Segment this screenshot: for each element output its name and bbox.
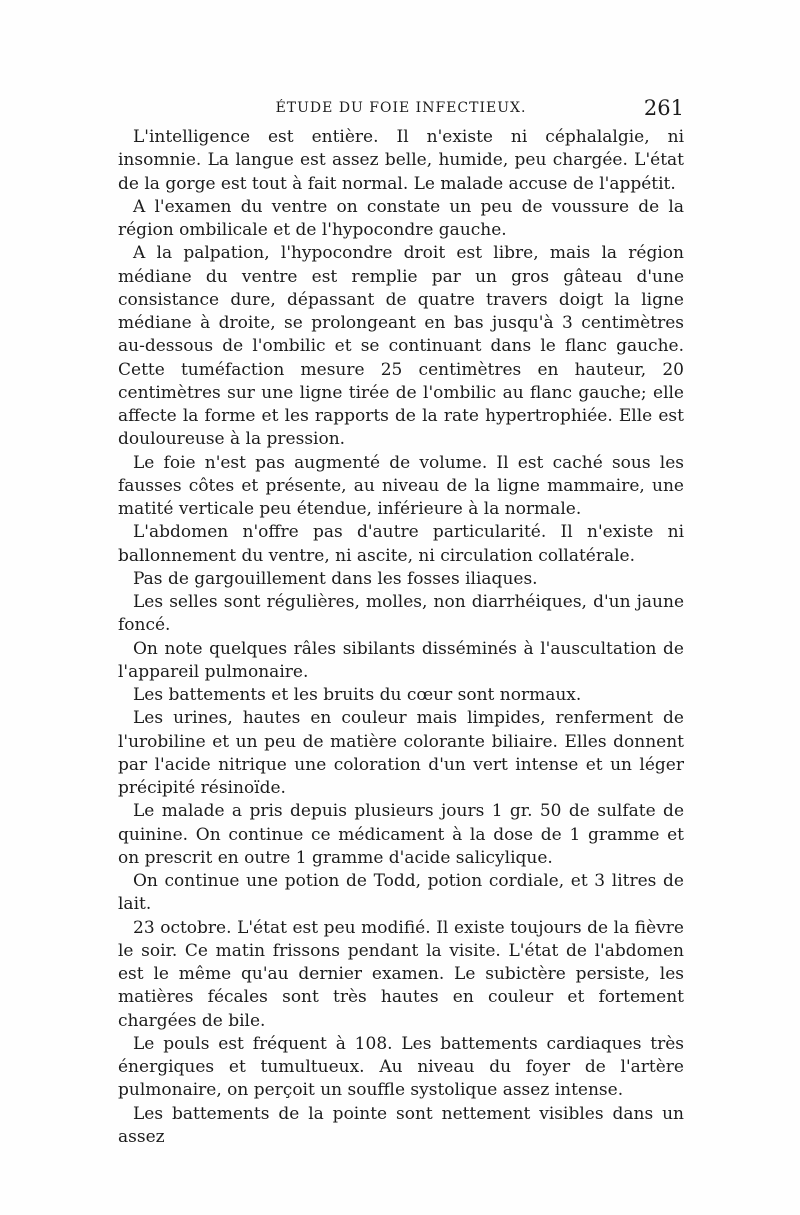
paragraph-pointe: Les battements de la pointe sont nettement visibles dans un assez <box>118 1103 684 1147</box>
paragraph-urines: Les urines, hautes en couleur mais limpides, renferment de l'urobiline et un peu de matière colorante biliaire. Elles donnent par l'acide nitrique une coloration d'un vert intense et un léger précipité résinoïde. <box>118 708 684 798</box>
paragraph-pouls: Le pouls est fréquent à 108. Les battements cardiaques très énergiques et tumultueux. Au niveau du foyer de l'artère pulmonaire, on perçoit un souffle systolique assez intense. <box>118 1033 684 1101</box>
running-title: ÉTUDE DU FOIE INFECTIEUX. <box>275 100 527 116</box>
paragraph-gargouillement: Pas de gargouillement dans les fosses iliaques. <box>133 568 538 589</box>
paragraph-palpation: A la palpation, l'hypocondre droit est libre, mais la région médiane du ventre est remplie par un gros gâteau d'une consistance dure, dépassant de quatre travers doigt la ligne médiane à droite, se prolongeant en bas jusqu'à 3 centimètres au-dessous de l'ombilic et se continuant dans le flanc gauche. Cette tuméfaction mesure 25 centimètres en hauteur, 20 centimètres sur une ligne tirée de l'ombilic au flanc gauche; elle affecte la forme et les rapports de la rate hypertrophiée. Elle est douloureuse à la pression. <box>118 243 684 450</box>
page-number: 261 <box>643 96 684 120</box>
paragraph-23-octobre: 23 octobre. L'état est peu modifié. Il existe toujours de la fièvre le soir. Ce matin frissons pendant la visite. L'état de l'abdomen est le même qu'au dernier examen. Le subictère persiste, les matières fécales sont très hautes en couleur et fortement chargées de bile. <box>118 917 684 1031</box>
paragraph-rales: On note quelques râles sibilants disséminés à l'auscultation de l'appareil pulmonaire. <box>118 638 684 682</box>
paragraph-quinine: Le malade a pris depuis plusieurs jours 1 gr. 50 de sulfate de quinine. On continue ce médicament à la dose de 1 gramme et on prescrit en outre 1 gramme d'acide salicylique. <box>118 801 684 868</box>
paragraph-examen-ventre: A l'examen du ventre on constate un peu de voussure de la région ombilicale et de l'hypocondre gauche. <box>118 196 684 240</box>
paragraph-selles: Les selles sont régulières, molles, non diarrhéiques, d'un jaune foncé. <box>118 592 684 636</box>
paragraph-abdomen: L'abdomen n'offre pas d'autre particularité. Il n'existe ni ballonnement du ventre, ni ascite, ni circulation collatérale. <box>118 522 684 566</box>
running-head <box>118 96 684 124</box>
paragraph-potion: On continue une potion de Todd, potion cordiale, et 3 litres de lait. <box>118 871 684 915</box>
paragraph-intelligence: L'intelligence est entière. Il n'existe ni céphalalgie, ni insomnie. La langue est assez belle, humide, peu chargée. L'état de la gorge est tout à fait normal. Le malade accuse de l'appétit. <box>118 127 684 194</box>
paragraph-foie: Le foie n'est pas augmenté de volume. Il est caché sous les fausses côtes et présente, au niveau de la ligne mammaire, une matité verticale peu étendue, inférieure à la normale. <box>118 452 684 519</box>
paragraph-coeur: Les battements et les bruits du cœur sont normaux. <box>133 685 582 705</box>
body-text <box>118 126 684 1149</box>
